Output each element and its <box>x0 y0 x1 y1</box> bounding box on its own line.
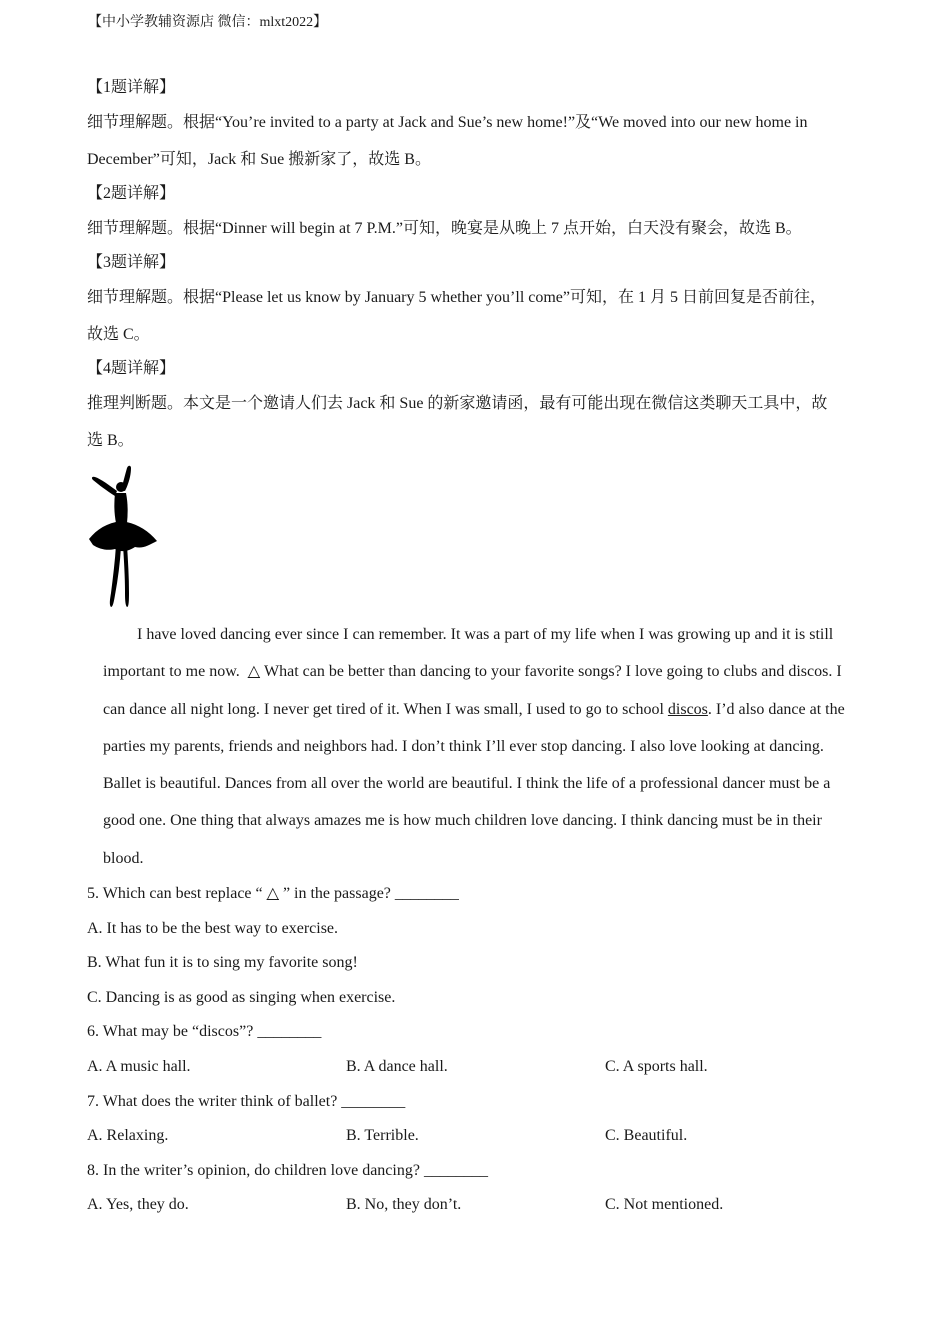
explanation-1-line-1: 细节理解题。根据“You’re invited to a party at Jack and Sue’s new home!”及“We moved into our new home in <box>87 114 808 131</box>
question-6-option-a: A. A music hall. <box>87 1058 191 1076</box>
question-5-after: ” in the passage? ________ <box>282 885 459 903</box>
question-7-option-c: C. Beautiful. <box>605 1127 688 1145</box>
question-8-option-b: B. No, they don’t. <box>346 1196 462 1214</box>
question-8-option-c: C. Not mentioned. <box>605 1196 724 1214</box>
question-5-option-c: C. Dancing is as good as singing when exercise. <box>87 988 396 1006</box>
question-7-option-b: B. Terrible. <box>346 1127 419 1145</box>
question-5-option-b: B. What fun it is to sing my favorite song! <box>87 954 358 972</box>
question-8: 8. In the writer’s opinion, do children love dancing? ________ <box>87 1161 488 1179</box>
explanation-heading-4: 【4题详解】 <box>87 360 176 377</box>
passage-blank-marker: △ <box>247 663 261 681</box>
question-7-option-a: A. Relaxing. <box>87 1127 169 1145</box>
question-6-option-c: C. A sports hall. <box>605 1058 708 1076</box>
explanation-heading-2: 【2题详解】 <box>87 185 176 202</box>
explanation-3-line-2: 故选 C。 <box>87 326 150 343</box>
explanation-4-line-1: 推理判断题。本文是一个邀请人们去 Jack 和 Sue 的新家邀请函，最有可能出现在微信这类聊天工具中，故 <box>87 395 828 412</box>
question-5-option-a: A. It has to be the best way to exercise. <box>87 919 339 937</box>
passage-underlined-word: discos <box>667 700 708 718</box>
question-8-option-a: A. Yes, they do. <box>87 1196 189 1214</box>
explanation-2-line-1: 细节理解题。根据“Dinner will begin at 7 P.M.”可知，晚宴是从晚上 7 点开始，白天没有聚会，故选 B。 <box>87 220 802 237</box>
question-5 <box>87 877 867 912</box>
explanation-heading-3: 【3题详解】 <box>87 254 176 271</box>
explanation-1-line-2: December”可知，Jack 和 Sue 搬新家了，故选 B。 <box>87 151 431 168</box>
watermark-header: 【中小学教辅资源店 微信：mlxt2022】 <box>88 15 328 30</box>
question-8-options <box>87 1188 867 1223</box>
question-7-options <box>87 1119 867 1154</box>
passage-part-2: What can be better than dancing to your favorite songs? I love going to clubs and discos. I can dance all night long. I never get tired of it. When I was small, I used to go to school <box>103 663 842 718</box>
explanation-3-line-1: 细节理解题。根据“Please let us know by January 5 whether you’ll come”可知，在 1 月 5 日前回复是否前往， <box>87 289 827 306</box>
document-body <box>87 72 867 1223</box>
question-6: 6. What may be “discos”? ________ <box>87 1023 322 1041</box>
passage-part-3: . I’d also dance at the parties my parents, friends and neighbors had. I don’t think I’ll ever stop dancing. I also love looking at dancing. Ballet is beautiful. Dances from all over the world are beautiful. I think the life of a professional dancer must be a good one. One thing that always amazes me is how much children love dancing. I think dancing must be in their blood. <box>103 700 845 867</box>
explanation-heading-1: 【1题详解】 <box>87 79 176 96</box>
ballerina-silhouette-icon <box>87 465 159 610</box>
question-5-before: 5. Which can best replace “ <box>87 885 263 903</box>
question-6-options <box>87 1050 867 1085</box>
question-7: 7. What does the writer think of ballet? ________ <box>87 1092 406 1110</box>
reading-passage <box>103 616 863 877</box>
passage-part-1: I have loved dancing ever since I can remember. It was a part of my life when I was growing up and it is still important to me now. <box>103 626 834 681</box>
question-6-option-b: B. A dance hall. <box>346 1058 448 1076</box>
question-5-symbol: △ <box>266 885 279 903</box>
explanation-4-line-2: 选 B。 <box>87 432 134 449</box>
